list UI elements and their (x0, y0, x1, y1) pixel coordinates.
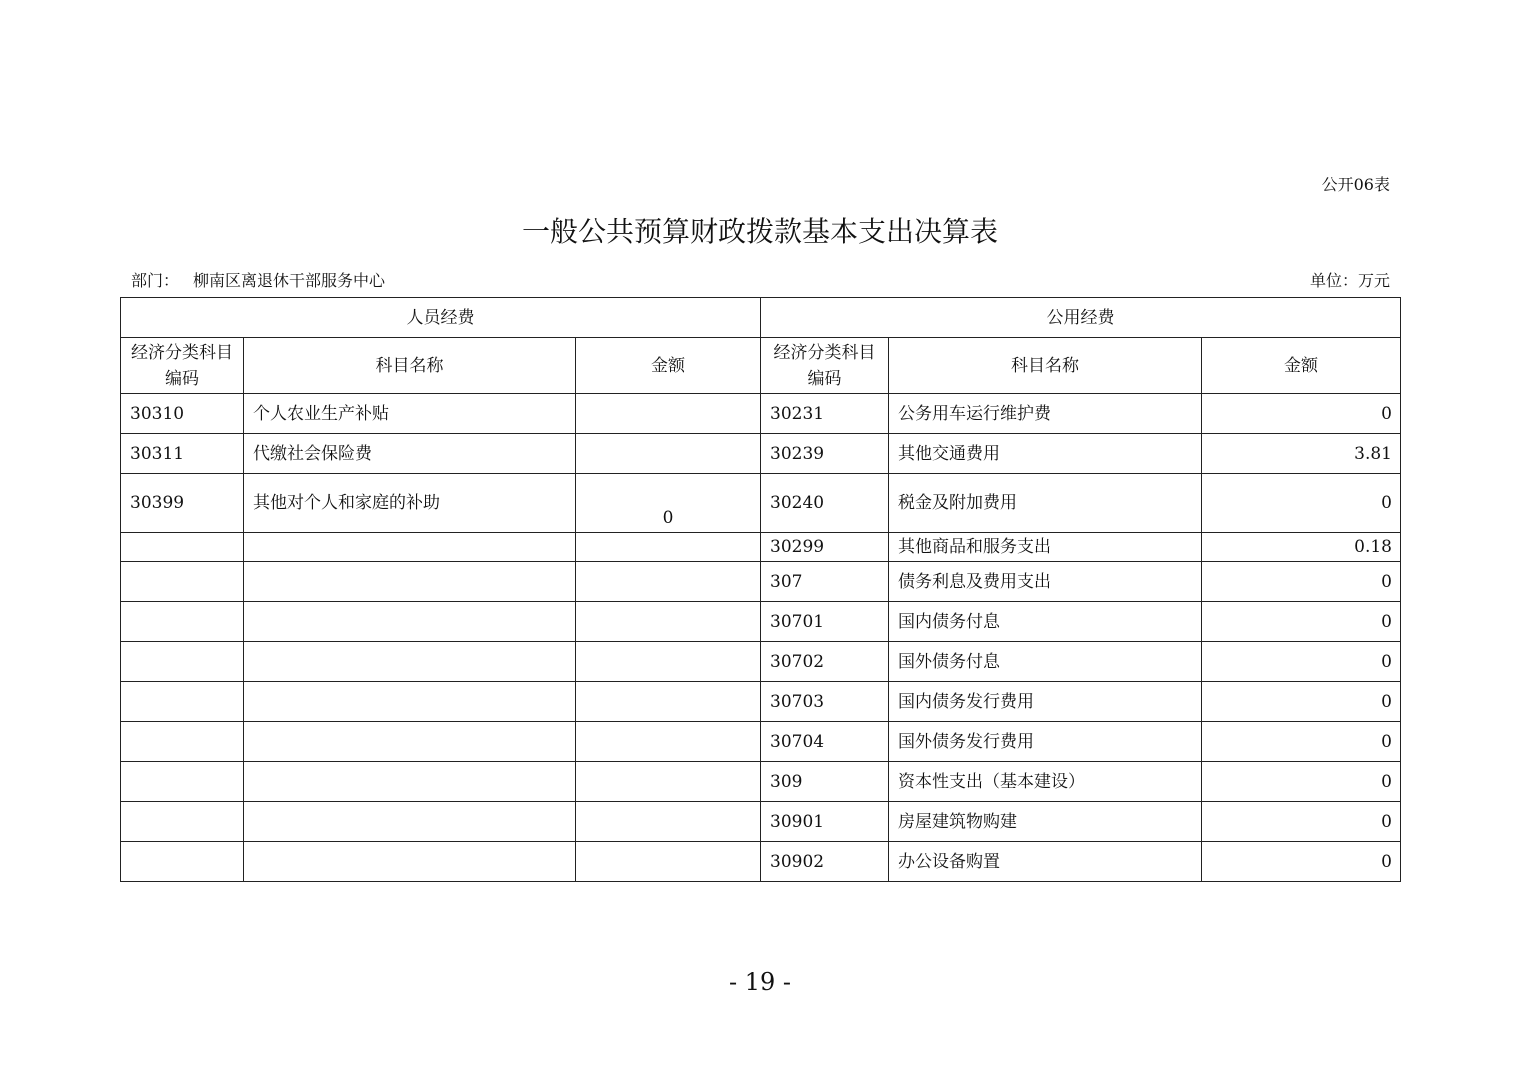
personnel-code (121, 642, 244, 682)
header-public: 公用经费 (761, 298, 1401, 338)
public-amount: 0.18 (1202, 533, 1401, 562)
public-amount: 0 (1202, 602, 1401, 642)
public-code: 30702 (761, 642, 889, 682)
personnel-name (244, 682, 576, 722)
personnel-amount (576, 394, 761, 434)
form-number: 公开06表 (1321, 175, 1390, 194)
table-row (121, 802, 1401, 842)
public-amount: 0 (1202, 842, 1401, 882)
page-number: - 19 - (728, 968, 791, 996)
public-name: 其他交通费用 (889, 434, 1202, 474)
personnel-code: 30310 (121, 394, 244, 434)
public-code: 30299 (761, 533, 889, 562)
header-personnel-amount: 金额 (576, 338, 761, 394)
public-code: 30239 (761, 434, 889, 474)
personnel-code (121, 602, 244, 642)
personnel-amount (576, 802, 761, 842)
public-amount: 0 (1202, 562, 1401, 602)
table-row (121, 394, 1401, 434)
header-public-amount: 金额 (1202, 338, 1401, 394)
table-row (121, 474, 1401, 533)
public-name: 资本性支出（基本建设） (889, 762, 1202, 802)
public-amount: 0 (1202, 394, 1401, 434)
public-name: 国内债务发行费用 (889, 682, 1202, 722)
table-row (121, 562, 1401, 602)
table-row (121, 642, 1401, 682)
personnel-amount: 0 (576, 474, 761, 533)
personnel-amount (576, 562, 761, 602)
personnel-code: 30399 (121, 474, 244, 533)
table-row (121, 682, 1401, 722)
public-code: 30901 (761, 802, 889, 842)
public-amount: 0 (1202, 802, 1401, 842)
header-public-code: 经济分类科目编码 (761, 338, 889, 394)
public-code: 30703 (761, 682, 889, 722)
public-name: 税金及附加费用 (889, 474, 1202, 533)
public-amount: 0 (1202, 474, 1401, 533)
personnel-amount (576, 722, 761, 762)
personnel-amount (576, 682, 761, 722)
page-title: 一般公共预算财政拨款基本支出决算表 (521, 215, 998, 248)
personnel-code (121, 762, 244, 802)
personnel-code (121, 802, 244, 842)
public-name: 债务利息及费用支出 (889, 562, 1202, 602)
header-personnel-name: 科目名称 (244, 338, 576, 394)
personnel-code: 30311 (121, 434, 244, 474)
public-amount: 0 (1202, 682, 1401, 722)
personnel-name (244, 642, 576, 682)
public-name: 房屋建筑物购建 (889, 802, 1202, 842)
public-name: 国内债务付息 (889, 602, 1202, 642)
public-code: 309 (761, 762, 889, 802)
department-name: 柳南区离退休干部服务中心 (193, 271, 386, 290)
personnel-code (121, 533, 244, 562)
table-row (121, 842, 1401, 882)
public-code: 30902 (761, 842, 889, 882)
personnel-name (244, 762, 576, 802)
public-amount: 0 (1202, 642, 1401, 682)
personnel-name (244, 722, 576, 762)
personnel-amount (576, 642, 761, 682)
public-code: 307 (761, 562, 889, 602)
personnel-amount (576, 762, 761, 802)
public-code: 30701 (761, 602, 889, 642)
personnel-name: 代缴社会保险费 (244, 434, 576, 474)
header-public-name: 科目名称 (889, 338, 1202, 394)
public-amount: 3.81 (1202, 434, 1401, 474)
department-info (131, 268, 385, 291)
personnel-amount (576, 602, 761, 642)
table-row (121, 533, 1401, 562)
table-row (121, 722, 1401, 762)
public-code: 30231 (761, 394, 889, 434)
personnel-name (244, 802, 576, 842)
personnel-amount (576, 434, 761, 474)
public-name: 国外债务发行费用 (889, 722, 1202, 762)
public-code: 30704 (761, 722, 889, 762)
table-row (121, 602, 1401, 642)
table-row (121, 434, 1401, 474)
unit-label: 单位：万元 (1309, 271, 1390, 290)
personnel-name (244, 533, 576, 562)
personnel-name (244, 602, 576, 642)
personnel-code (121, 722, 244, 762)
public-amount: 0 (1202, 722, 1401, 762)
public-amount: 0 (1202, 762, 1401, 802)
header-group-row (121, 298, 1401, 338)
department-label: 部门： (131, 271, 180, 290)
table-row (121, 762, 1401, 802)
header-column-row (121, 338, 1401, 394)
personnel-code (121, 842, 244, 882)
personnel-name: 个人农业生产补贴 (244, 394, 576, 434)
public-name: 公务用车运行维护费 (889, 394, 1202, 434)
personnel-code (121, 562, 244, 602)
public-code: 30240 (761, 474, 889, 533)
public-name: 其他商品和服务支出 (889, 533, 1202, 562)
personnel-name: 其他对个人和家庭的补助 (244, 474, 576, 533)
personnel-code (121, 682, 244, 722)
header-personnel: 人员经费 (121, 298, 761, 338)
header-personnel-code: 经济分类科目编码 (121, 338, 244, 394)
public-name: 国外债务付息 (889, 642, 1202, 682)
personnel-name (244, 842, 576, 882)
expenditure-table (120, 297, 1401, 882)
public-name: 办公设备购置 (889, 842, 1202, 882)
personnel-name (244, 562, 576, 602)
personnel-amount (576, 533, 761, 562)
personnel-amount (576, 842, 761, 882)
